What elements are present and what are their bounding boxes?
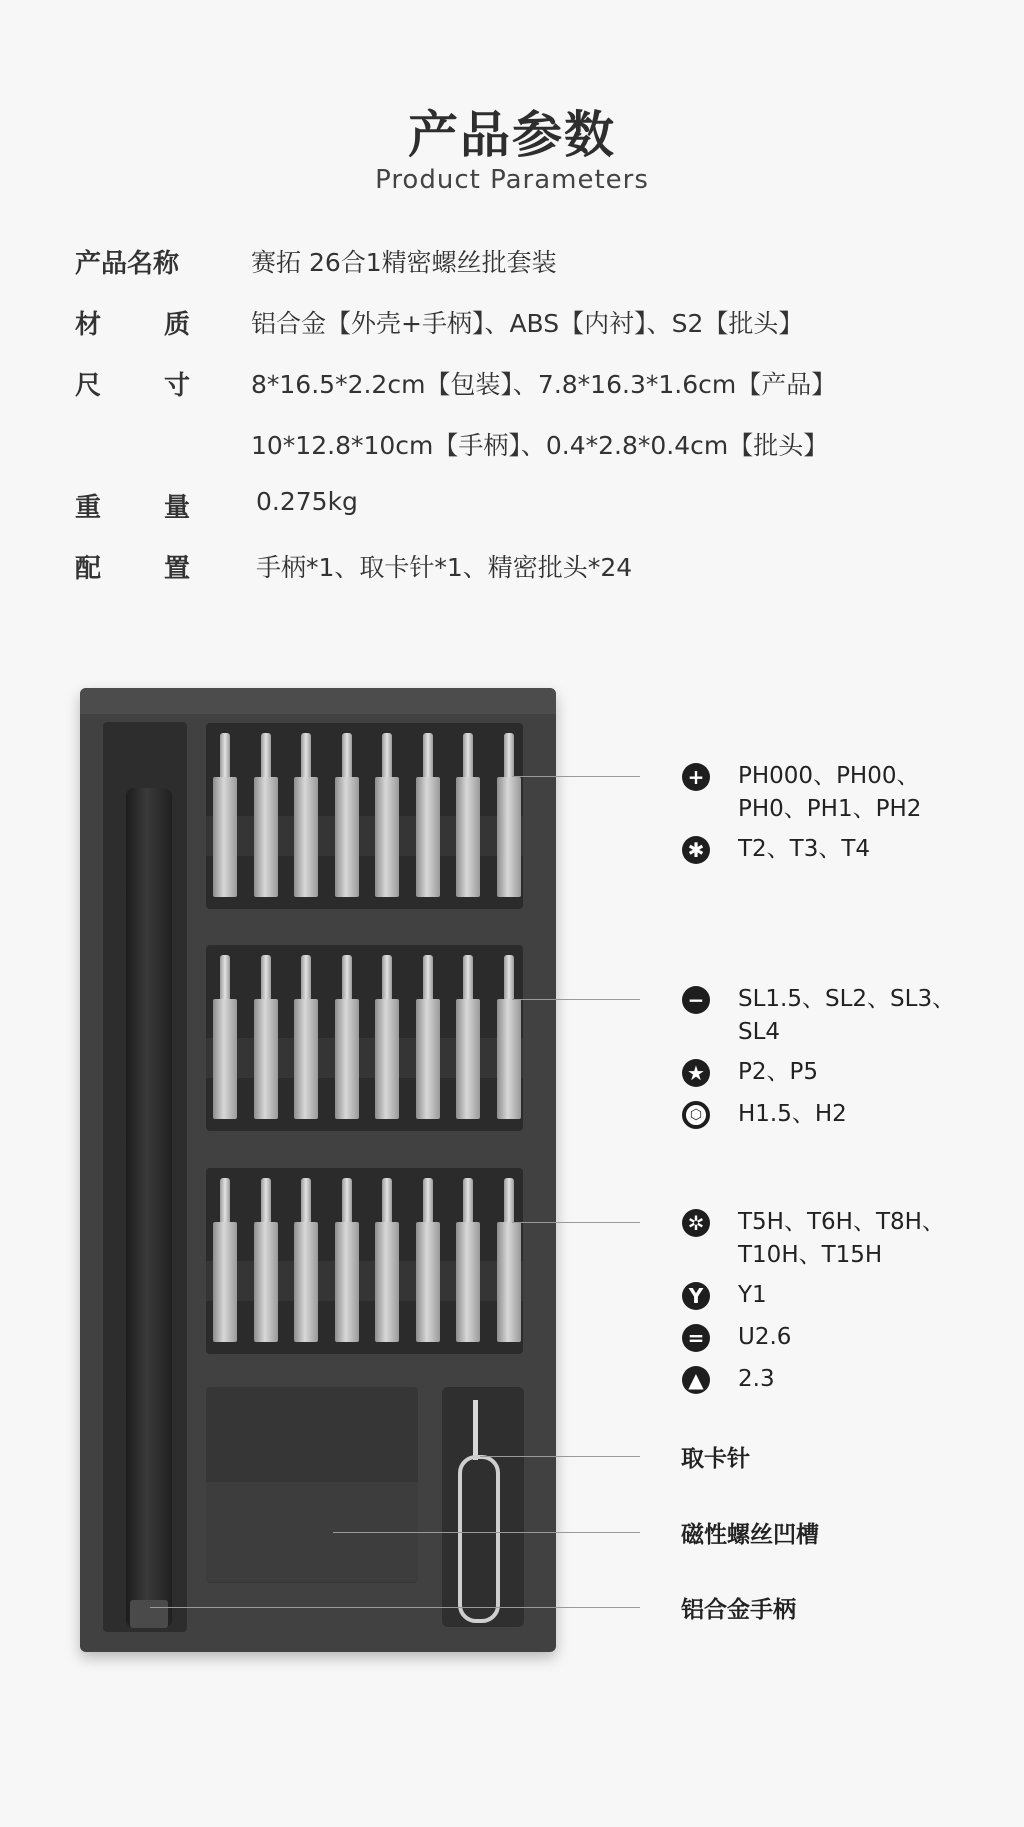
bit-tip [382,1178,392,1222]
spec-weight-value: 0.275kg [256,487,358,516]
screwdriver-bit [375,1222,399,1342]
leader-line-pin [480,1456,640,1457]
callout-ph-line-1: PH000、PH00、 [738,763,920,789]
spec-config-value: 手柄*1、取卡针*1、精密批头*24 [256,553,633,582]
tri-wing-icon: Y [682,1282,710,1310]
callout-h: H1.5、H2 [738,1101,847,1127]
leader-line-row-2 [512,999,640,1000]
bit-tip [463,955,473,999]
spec-material-value: 铝合金【外壳+手柄】、ABS【内衬】、S2【批头】 [251,309,804,338]
pentalobe-icon: ★ [682,1059,710,1087]
spec-name-label: 产品名称 [75,249,180,279]
screwdriver-bit [213,777,237,897]
callout-sl-line-2: SL4 [738,1019,781,1045]
label-sim-pin: 取卡针 [681,1446,750,1472]
bit-tip [301,1178,311,1222]
spec-size-value-1: 8*16.5*2.2cm【包装】、7.8*16.3*1.6cm【产品】 [251,370,837,399]
screwdriver-bit [213,1222,237,1342]
tray-lid [80,688,556,714]
screwdriver-bit [375,777,399,897]
screwdriver-bit [497,777,521,897]
screwdriver-bit [294,999,318,1119]
callout-ph-line-2: PH0、PH1、PH2 [738,796,922,822]
spec-config-label: 配置 [75,554,190,584]
torx-security-icon: ✲ [682,1209,710,1237]
spec-size-label: 尺寸 [75,371,190,401]
bit-tip [504,955,514,999]
callout-p: P2、P5 [738,1059,819,1085]
bit-tip [301,733,311,777]
leader-line-handle [150,1607,640,1608]
screwdriver-bit [497,1222,521,1342]
bit-tip [261,733,271,777]
plus-icon: + [682,763,710,791]
magnetic-screw-tray [206,1387,418,1583]
leader-line-row-1 [512,776,640,777]
screwdriver-bit [294,1222,318,1342]
bit-tip [423,733,433,777]
page-subtitle: Product Parameters [375,165,649,195]
handle-tip [130,1600,168,1628]
screwdriver-bit [456,777,480,897]
screwdriver-bit [254,999,278,1119]
label-aluminum-handle: 铝合金手柄 [681,1597,796,1623]
callout-tri: 2.3 [738,1366,775,1392]
minus-icon: − [682,986,710,1014]
screwdriver-bit [456,999,480,1119]
bit-tip [463,1178,473,1222]
screwdriver-bit [335,1222,359,1342]
bit-tip [220,955,230,999]
leader-line-magnet [333,1532,640,1533]
bit-tip [220,733,230,777]
callout-th-line-1: T5H、T6H、T8H、 [738,1209,945,1235]
sim-pin-stem [473,1400,478,1460]
star-icon: ✱ [682,836,710,864]
bit-tip [220,1178,230,1222]
bit-tip [342,1178,352,1222]
bit-tip [342,955,352,999]
bit-tip [423,1178,433,1222]
bit-tip [382,733,392,777]
bit-tip [504,733,514,777]
screwdriver-bit [416,999,440,1119]
spec-size-value-2: 10*12.8*10cm【手柄】、0.4*2.8*0.4cm【批头】 [251,431,829,460]
screwdriver-bit [213,999,237,1119]
callout-th-line-2: T10H、T15H [738,1242,883,1268]
screwdriver-bit [497,999,521,1119]
screwdriver-bit [335,999,359,1119]
spec-material-label: 材质 [75,310,190,340]
screwdriver-bit [294,777,318,897]
bit-tip [463,733,473,777]
screwdriver-bit [456,1222,480,1342]
bit-tip [504,1178,514,1222]
callout-u: U2.6 [738,1324,792,1350]
screwdriver-bit [254,777,278,897]
hexagon-icon: ⬡ [682,1101,710,1129]
spec-name-value: 赛拓 26合1精密螺丝批套装 [251,248,557,277]
callout-y: Y1 [738,1282,767,1308]
screwdriver-bit [254,1222,278,1342]
screwdriver-bit [416,777,440,897]
bit-tip [382,955,392,999]
leader-line-row-3 [512,1222,640,1223]
bit-tip [301,955,311,999]
u-slot-icon: = [682,1324,710,1352]
screwdriver-bit [335,777,359,897]
page-title: 产品参数 [408,106,616,164]
callout-t: T2、T3、T4 [738,836,871,862]
bit-tip [261,955,271,999]
triangle-icon: ▲ [682,1366,710,1394]
bit-tip [423,955,433,999]
bit-tip [342,733,352,777]
callout-sl-line-1: SL1.5、SL2、SL3、 [738,986,956,1012]
sim-pin-loop [458,1455,500,1623]
bit-tip [261,1178,271,1222]
screwdriver-bit [375,999,399,1119]
label-magnetic-groove: 磁性螺丝凹槽 [681,1522,819,1548]
spec-weight-label: 重量 [75,493,190,523]
screwdriver-bit [416,1222,440,1342]
aluminum-handle [126,788,172,1628]
